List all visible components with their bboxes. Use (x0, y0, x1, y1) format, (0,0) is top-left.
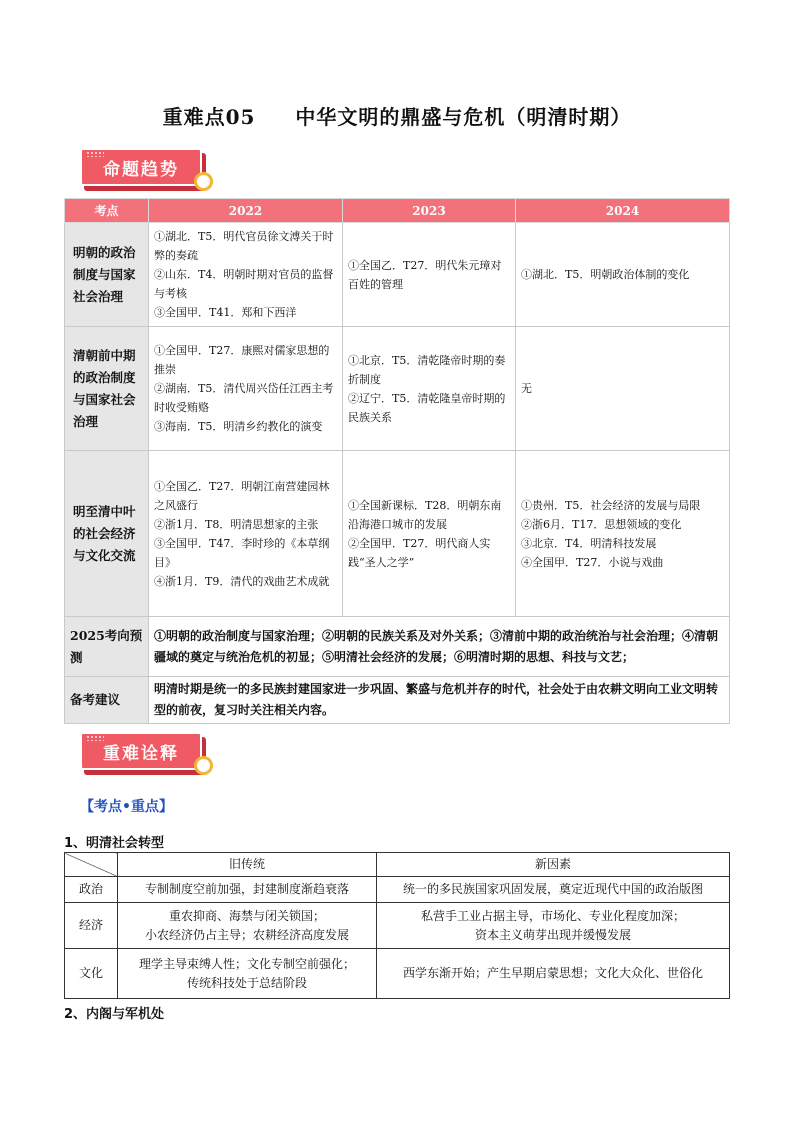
transition-header-row (65, 853, 730, 877)
forecast-text: ①明朝的政治制度与国家治理；②明朝的民族关系及对外关系；③清前中期的政治统治与社会治理；④清朝疆域的奠定与统治危机的初显；⑤明清社会经济的发展；⑥明清时期的思想、科技与文艺； (149, 617, 730, 677)
exam-item: ①北京．T5．清乾隆帝时期的奏折制度 (348, 353, 506, 386)
cell-2024 (516, 327, 730, 451)
cell-2022 (149, 327, 343, 451)
table-row (65, 877, 730, 903)
exam-item: ③全国甲．T41．郑和下西洋 (154, 306, 297, 319)
exam-item: 无 (521, 382, 532, 395)
new-text: 西学东渐开始；产生早期启蒙思想；文化大众化、世俗化 (402, 966, 703, 980)
topic-cell: 清朝前中期的政治制度与国家社会治理 (65, 327, 149, 451)
forecast-label: 2025考向预测 (65, 617, 149, 677)
new-cell (377, 903, 730, 949)
badge-key-points (80, 732, 214, 782)
exam-item: ②全国甲．T27．明代商人实践“圣人之学” (348, 536, 491, 569)
row-label: 政治 (65, 877, 118, 903)
cell-2023 (343, 223, 516, 327)
ring-icon (194, 756, 213, 775)
table-row (65, 223, 730, 327)
exam-item: ①全国乙．T27．明朝江南营建园林之风盛行 (154, 479, 330, 512)
exam-item: ④全国甲．T27．小说与戏曲 (521, 555, 664, 569)
section-heading: 【考点•重点】 (80, 799, 173, 815)
new-cell (377, 877, 730, 903)
trend-header-row (65, 199, 730, 223)
old-text: 小农经济仍占主导；农耕经济高度发展 (144, 927, 349, 942)
diagonal-header-cell (65, 853, 118, 877)
new-text: 私营手工业占据主导，市场化、专业化程度加深； (420, 908, 685, 923)
exam-item: ②浙6月．T17．思想领域的变化 (521, 517, 682, 531)
exam-item: ③北京．T4．明清科技发展 (521, 536, 657, 550)
cell-2022 (149, 223, 343, 327)
old-text: 理学主导束缚人性；文化专制空前强化； (138, 956, 355, 971)
exam-item: ②浙1月．T8．明清思想家的主张 (154, 517, 319, 531)
topic-cell: 明至清中叶的社会经济与文化交流 (65, 451, 149, 617)
badge-key-points-label: 重难诠释 (103, 743, 179, 764)
cell-2023 (343, 451, 516, 617)
title-text: 中华文明的鼎盛与危机（明清时期） (295, 105, 632, 129)
table-row (65, 949, 730, 999)
cell-2024 (516, 223, 730, 327)
exam-item: ①湖北．T5．明朝政治体制的变化 (521, 268, 690, 281)
transition-table (64, 852, 730, 999)
old-text: 专制制度空前加强，封建制度渐趋衰落 (144, 882, 349, 896)
header-2022: 2022 (149, 199, 343, 223)
advice-text: 明清时期是统一的多民族封建国家进一步巩固、繁盛与危机并存的时代，社会处于由农耕文明向工业文明转型的前夜，复习时关注相关内容。 (149, 677, 730, 724)
cell-2024 (516, 451, 730, 617)
advice-label: 备考建议 (65, 677, 149, 724)
old-cell (118, 949, 377, 999)
old-cell (118, 877, 377, 903)
header-2023: 2023 (343, 199, 516, 223)
exam-item: ①全国新课标．T28．明朝东南沿海港口城市的发展 (348, 498, 502, 531)
exam-item: ②山东．T4．明朝时期对官员的监督与考核 (154, 268, 334, 300)
header-new: 新因素 (377, 853, 730, 877)
header-2024: 2024 (516, 199, 730, 223)
table-row (65, 327, 730, 451)
old-text: 传统科技处于总结阶段 (186, 975, 307, 990)
badge-trends-label: 命题趋势 (103, 159, 179, 180)
exam-item: ①湖北．T5．明代官员徐文溥关于时弊的奏疏 (154, 230, 334, 262)
old-cell (118, 903, 377, 949)
exam-item: ③全国甲．T47．李时珍的《本草纲目》 (154, 536, 330, 569)
cell-2022 (149, 451, 343, 617)
subheading-transition: 1、明清社会转型 (64, 836, 165, 851)
exam-item: ③海南．T5．明清乡约教化的演变 (154, 420, 323, 433)
new-text: 统一的多民族国家巩固发展，奠定近现代中国的政治版图 (402, 882, 703, 896)
exam-item: ①全国乙．T27．明代朱元璋对百姓的管理 (348, 258, 502, 291)
cell-2023 (343, 327, 516, 451)
ring-icon (194, 172, 213, 191)
topic-cell: 明朝的政治制度与国家社会治理 (65, 223, 149, 327)
subheading-cabinet: 2、内阁与军机处 (64, 1007, 165, 1022)
table-row (65, 903, 730, 949)
page-title (0, 101, 794, 130)
exam-item: ④浙1月．T9．清代的戏曲艺术成就 (154, 574, 330, 588)
advice-row (65, 677, 730, 724)
exam-item: ②湖南．T5．清代周兴岱任江西主考时收受贿赂 (154, 382, 334, 414)
row-label: 文化 (65, 949, 118, 999)
title-code: 重难点05 (162, 105, 256, 129)
trend-table (64, 198, 730, 724)
table-row (65, 451, 730, 617)
forecast-row (65, 617, 730, 677)
exam-item: ①全国甲．T27．康熙对儒家思想的推崇 (154, 344, 330, 376)
header-topic: 考点 (65, 199, 149, 223)
row-label: 经济 (65, 903, 118, 949)
badge-trends (80, 148, 214, 198)
header-old: 旧传统 (118, 853, 377, 877)
exam-item: ①贵州．T5．社会经济的发展与局限 (521, 498, 701, 512)
exam-item: ②辽宁．T5．清乾隆皇帝时期的民族关系 (348, 391, 506, 424)
old-text: 重农抑商、海禁与闭关锁国； (168, 908, 325, 923)
new-cell (377, 949, 730, 999)
new-text: 资本主义萌芽出现并缓慢发展 (474, 927, 631, 942)
